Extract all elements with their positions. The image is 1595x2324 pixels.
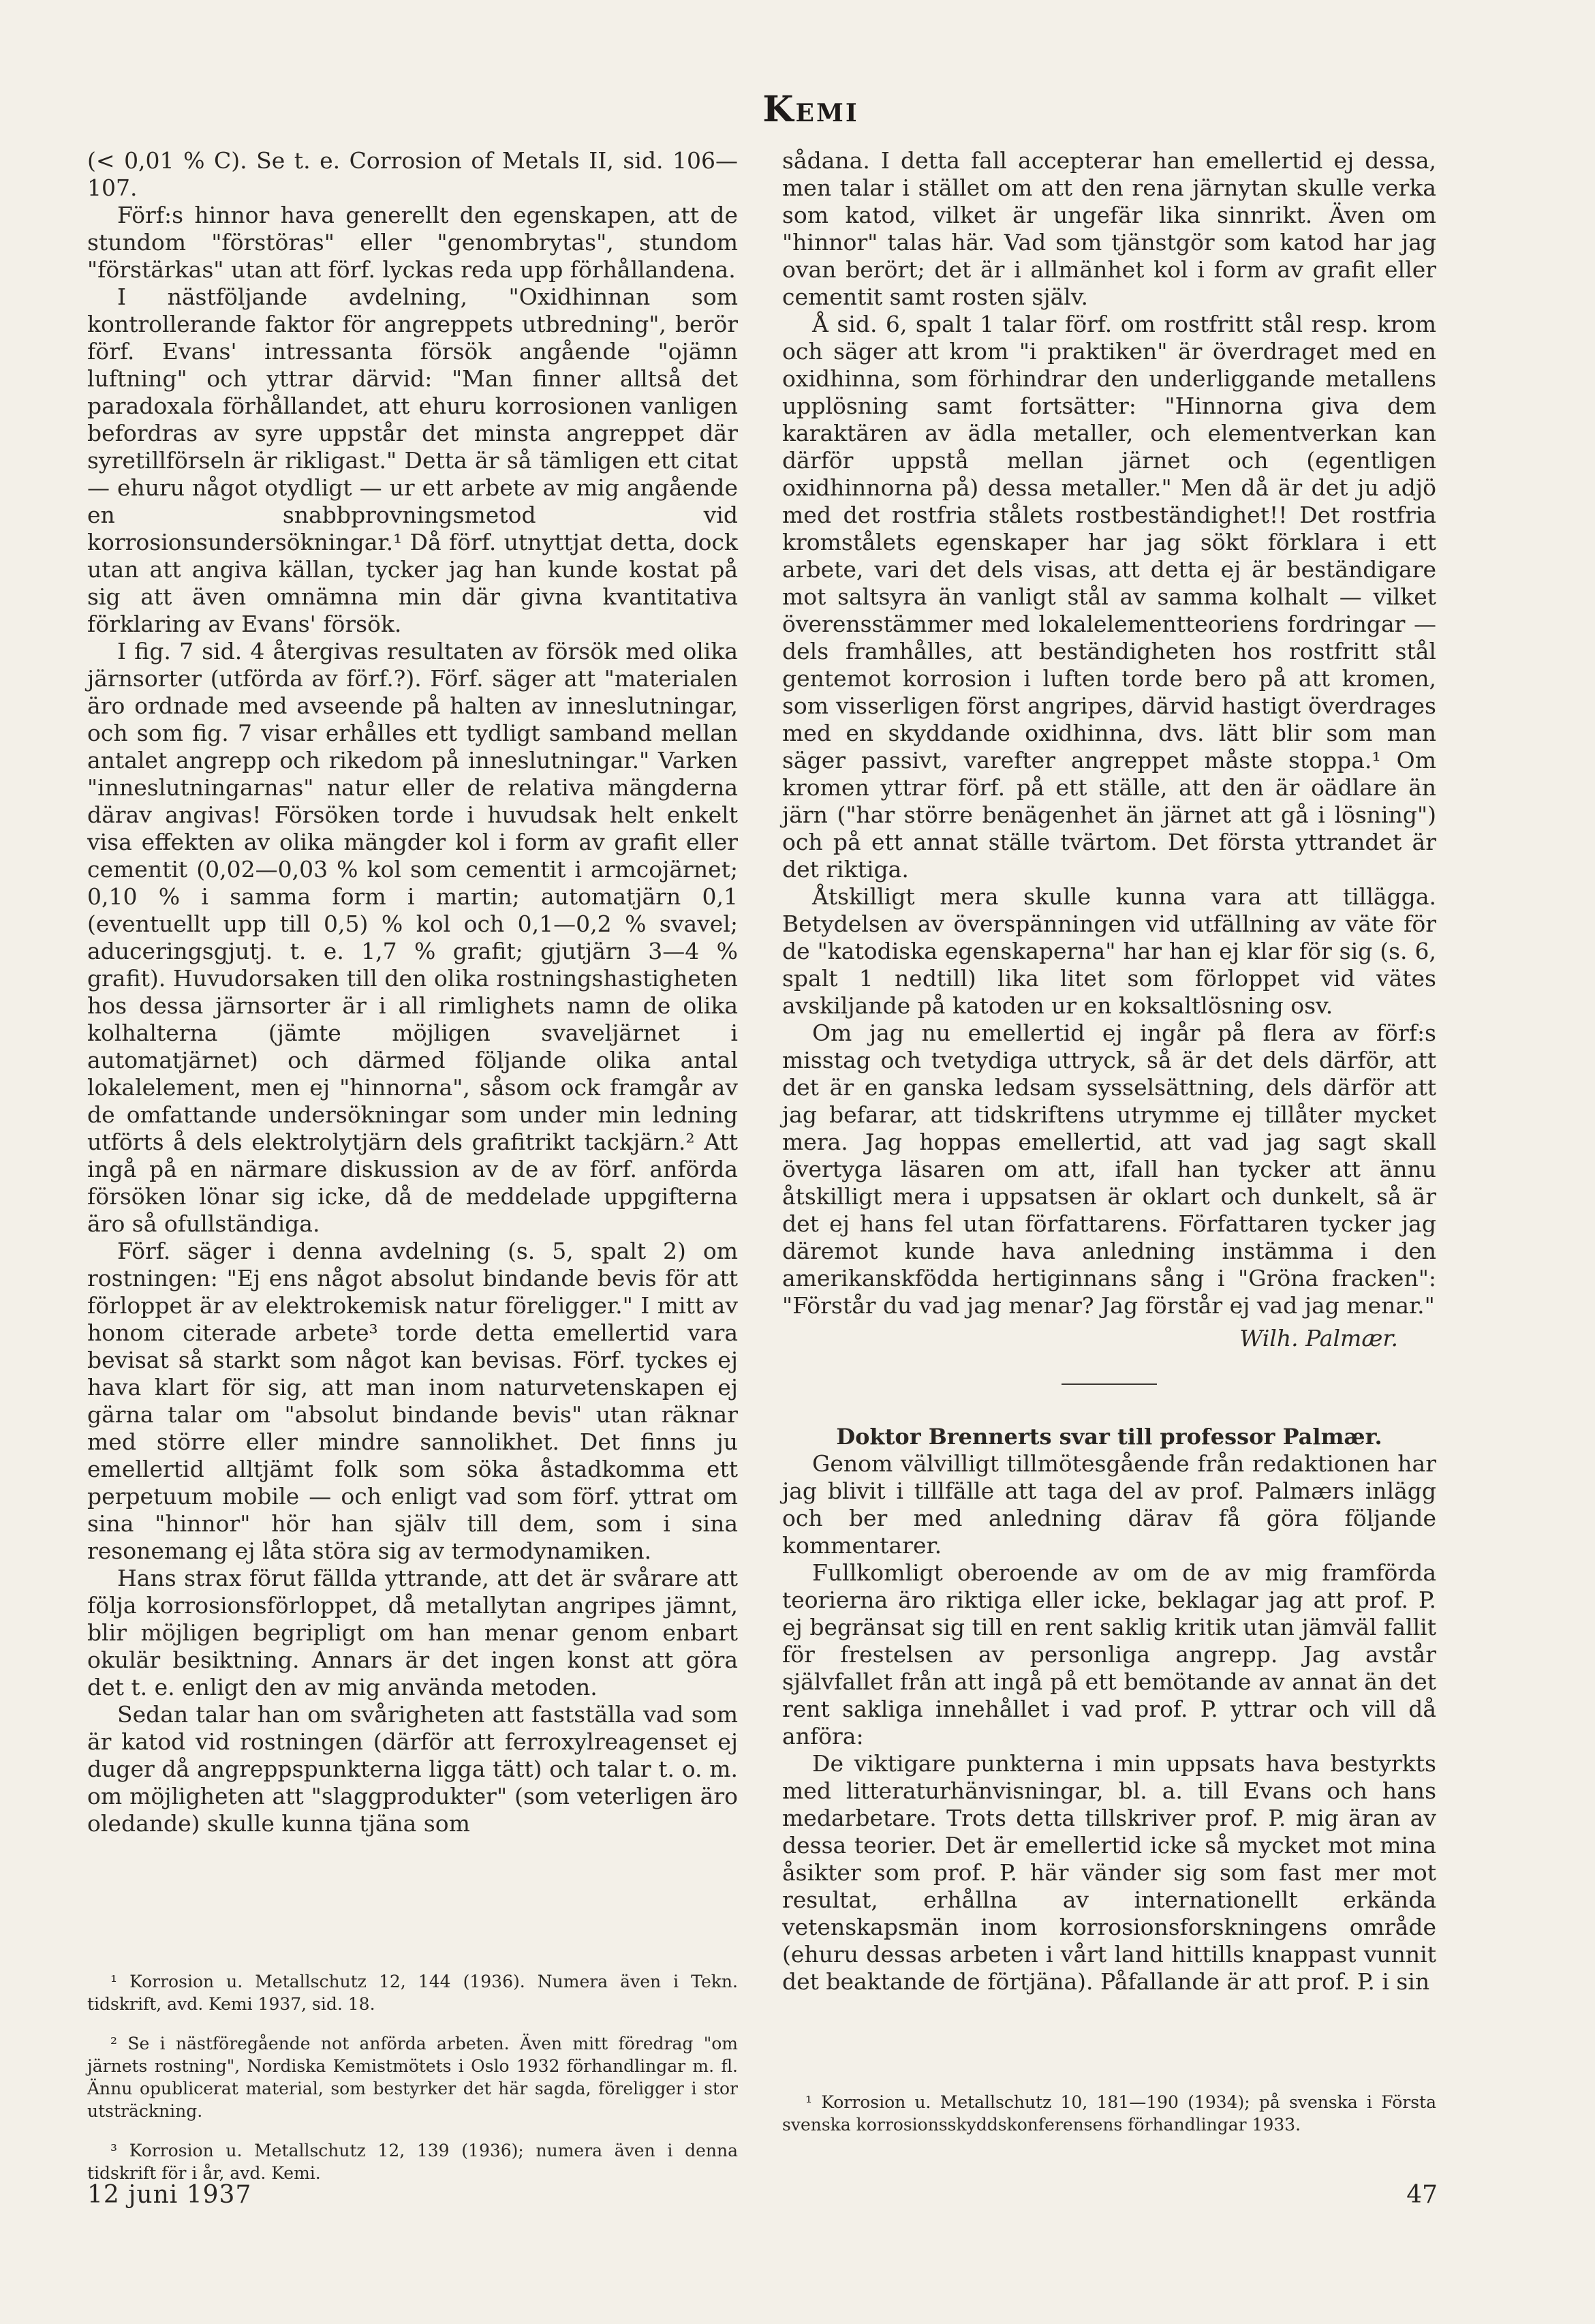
section-divider <box>1062 1383 1157 1385</box>
left-paragraph-3: I nästföljande avdelning, "Oxidhinnan som kontrollerande faktor för angreppets utbredning", berör förf. Evans' intressanta försök angående "ojämn luftning" och yttrar därvid: "Man finner alltså det paradoxala förhållandet, att ehuru korrosionen vanligen befordras av syre uppstår det minsta angreppet där syretillförseln är rikligast." Detta är så tämligen ett citat — ehuru något otydligt — ur ett arbete av mig angående en snabbprovningsmetod vid korrosionsundersökningar.¹ Då förf. utnyttjat detta, dock utan att angiva källan, tycker jag han kunde kostat på sig att även omnämna min där givna kvantitativa förklaring av Evans' försök. <box>87 284 738 637</box>
right-paragraph-1: sådana. I detta fall accepterar han emellertid ej dessa, men talar i stället om att den rena järnytan skulle verka som katod, vilket är ungefär lika sinnrikt. Även om "hinnor" talas här. Vad som tjänstgör som katod har jag ovan berört; det är i allmänhet kol i form av grafit eller cementit samt rosten själv. <box>782 147 1436 310</box>
left-paragraph-6: Hans strax förut fällda yttrande, att det är svårare att följa korrosionsförloppet, då metallytan angripes jämnt, blir möjligen begripligt om han menar genom enbart okulär besiktning. Annars är det ingen konst att göra det t. e. enligt den av mig använda metoden. <box>87 1565 738 1700</box>
left-paragraph-5: Förf. säger i denna avdelning (s. 5, spalt 2) om rostningen: "Ej ens något absolut bindande bevis för att förloppet är av elektrokemisk natur föreligger." I mitt av honom citerade arbete³ torde detta emellertid vara bevisat så starkt som något kan bevisas. Förf. tyckes ej hava klart för sig, att man inom naturvetenskapen ej gärna talar om "absolut bindande bevis" utan räknar med större eller mindre sannolikhet. Det finns ju emellertid alltjämt folk som söka åstadkomma ett perpetuum mobile — och enligt vad som förf. yttrat om sina "hinnor" hör han själv till dem, som i sina resonemang ej låta störa sig av termodynamiken. <box>87 1238 738 1564</box>
footnote-3: ³ Korrosion u. Metallschutz 12, 139 (1936); numera även i denna tidskrift för i år, avd. Kemi. <box>87 2141 738 2183</box>
page-number: 47 <box>1406 2181 1438 2209</box>
left-paragraph-2: Förf:s hinnor hava generellt den egenskapen, att de stundom "förstöras" eller "genombrytas", stundom "förstärkas" utan att förf. lyckas reda upp förhållandena. <box>87 202 738 283</box>
reply-paragraph-3: De viktigare punkterna i min uppsats hava bestyrkts med litteraturhänvisningar, bl. a. till Evans och hans medarbetare. Trots detta tillskriver prof. P. mig äran av dessa teorier. Det är emellertid icke så mycket mot mina åsikter som prof. P. här vänder sig som fast mer mot resultat, erhållna av internationellt erkända vetenskapsmän inom korrosionsforskningens område (ehuru dessas arbeten i vårt land hittills knappast vunnit det beaktande de förtjäna). Påfallande är att prof. P. i sin <box>782 1750 1436 1995</box>
left-column <box>87 147 738 1837</box>
right-paragraph-4: Om jag nu emellertid ej ingår på flera av förf:s misstag och tvetydiga uttryck, så är det dels därför, att det är en ganska ledsam sysselsättning, dels därför att jag befarar, att tidskriftens utrymme ej tillåter mycket mera. Jag hoppas emellertid, att vad jag sagt skall övertyga läsaren om att, ifall han tycker att ännu åtskilligt mera i uppsatsen är oklart och dunkelt, så är det ej hans fel utan författarens. Författaren tycker jag däremot kunde hava anledning instämma i den amerikanskfödda hertiginnans sång i "Gröna fracken": "Förstår du vad jag menar? Jag förstår ej vad jag menar." <box>782 1020 1436 1319</box>
right-footnotes <box>782 2074 1436 2153</box>
footnote-1: ¹ Korrosion u. Metallschutz 12, 144 (1936). Numera även i Tekn. tidskrift, avd. Kemi 1937, sid. 18. <box>87 1972 738 2014</box>
footer-date: 12 juni 1937 <box>87 2181 252 2209</box>
reply-paragraph-2: Fullkomligt oberoende av om de av mig framförda teorierna äro riktiga eller icke, beklagar jag att prof. P. ej begränsat sig till en rent saklig kritik utan jämväl fallit för frestelsen av personliga angrepp. Jag avstår självfallet från att ingå på ett bemötande av annat än det rent sakliga innehållet i vad prof. P. yttrar och vill då anföra: <box>782 1559 1436 1749</box>
right-paragraph-2: Å sid. 6, spalt 1 talar förf. om rostfritt stål resp. krom och säger att krom "i praktiken" är överdraget med en oxidhinna, som förhindrar den underliggande metallens upplösning samt fortsätter: "Hinnorna giva dem karaktären av ädla metaller, och elementverkan kan därför uppstå mellan järnet och (egentligen oxidhinnorna på) dessa metaller." Men då är det ju adjö med det rostfria stålets rostbeständighet!! Det rostfria kromstålets egenskaper har jag sökt förklara i ett arbete, vari det dels visas, att detta ej är beständigare mot saltsyra än vanligt stål av samma kolhalt — vilket överensstämmer med lokalelementteoriens fordringar — dels framhålles, att beständigheten hos rostfritt stål gentemot korrosion i luften torde bero på att kromen, som visserligen först angripes, därvid hastigt överdrages med en skyddande oxidhinna, dvs. lätt blir som man säger passivt, varefter angreppet måste stoppa.¹ Om kromen yttrar förf. på ett ställe, att den är oädlare än järn ("har större benägenhet än järnet att gå i lösning") och på ett annat ställe tvärtom. Det första yttrandet är det riktiga. <box>782 311 1436 883</box>
left-footnotes <box>87 1953 738 2201</box>
footnote-right-1: ¹ Korrosion u. Metallschutz 10, 181—190 (1934); på svenska i Första svenska korrosionsskyddskonferensens förhandlingar 1933. <box>782 2092 1436 2135</box>
right-paragraph-3: Åtskilligt mera skulle kunna vara att tillägga. Betydelsen av överspänningen vid utfällning av väte för de "katodiska egenskaperna" har han ej klar för sig (s. 6, spalt 1 nedtill) lika litet som förloppet vid vätes avskiljande på katoden ur en koksaltlösning osv. <box>782 883 1436 1019</box>
running-header: Kemi <box>762 89 859 130</box>
left-paragraph-7: Sedan talar han om svårigheten att fastställa vad som är katod vid rostningen (därför att ferroxylreagenset ej duger då angreppspunkterna ligga tätt) och talar t. o. m. om möjligheten att "slaggprodukter" (som veterligen äro oledande) skulle kunna tjäna som <box>87 1701 738 1837</box>
signature: Wilh. Palmær. <box>1239 1325 1398 1351</box>
footnote-2: ² Se i nästföregående not anförda arbeten. Även mitt föredrag "om järnets rostning", Nordiska Kemistmötets i Oslo 1932 förhandlingar m. fl. Ännu opublicerat material, som bestyrker det här sagda, föreligger i stor utsträckning. <box>87 2034 738 2121</box>
left-paragraph-4: I fig. 7 sid. 4 återgivas resultaten av försök med olika järnsorter (utförda av förf.?). Förf. säger att "materialen äro ordnade med avseende på halten av inneslutningar, och som fig. 7 visar erhålles ett tydligt samband mellan antalet angrepp och rikedom på inneslutningar." Varken "inneslutningarnas" natur eller de relativa mängderna därav angivas! Försöken torde i huvudsak helt enkelt visa effekten av olika mängder kol i form av grafit eller cementit (0,02—0,03 % kol som cementit i armcojärnet; 0,10 % i samma form i martin; automatjärn 0,1 (eventuellt upp till 0,5) % kol och 0,1—0,2 % svavel; aduceringsgjutj. t. e. 1,7 % grafit; gjutjärn 3—4 % grafit). Huvudorsaken till den olika rostningshastigheten hos dessa järnsorter är i all rimlighets namn de olika kolhalterna (jämte möjligen svaveljärnet i automatjärnet) och därmed följande olika antal lokalelement, men ej "hinnorna", såsom ock framgår av de omfattande undersökningar som under min ledning utförts å dels elektrolytjärn dels grafitrikt tackjärn.² Att ingå på en närmare diskussion av de av förf. anförda försöken lönar sig icke, då de meddelade uppgifterna äro så ofullständiga. <box>87 638 738 1237</box>
reply-paragraph-1: Genom välvilligt tillmötesgående från redaktionen har jag blivit i tillfälle att taga del av prof. Palmærs inlägg och ber med anledning därav få göra följande kommentarer. <box>782 1450 1436 1559</box>
reply-heading: Doktor Brennerts svar till professor Palmær. <box>836 1424 1382 1450</box>
right-column <box>782 147 1436 1996</box>
left-paragraph-1: (< 0,01 % C). Se t. e. Corrosion of Metals II, sid. 106—107. <box>87 147 738 201</box>
